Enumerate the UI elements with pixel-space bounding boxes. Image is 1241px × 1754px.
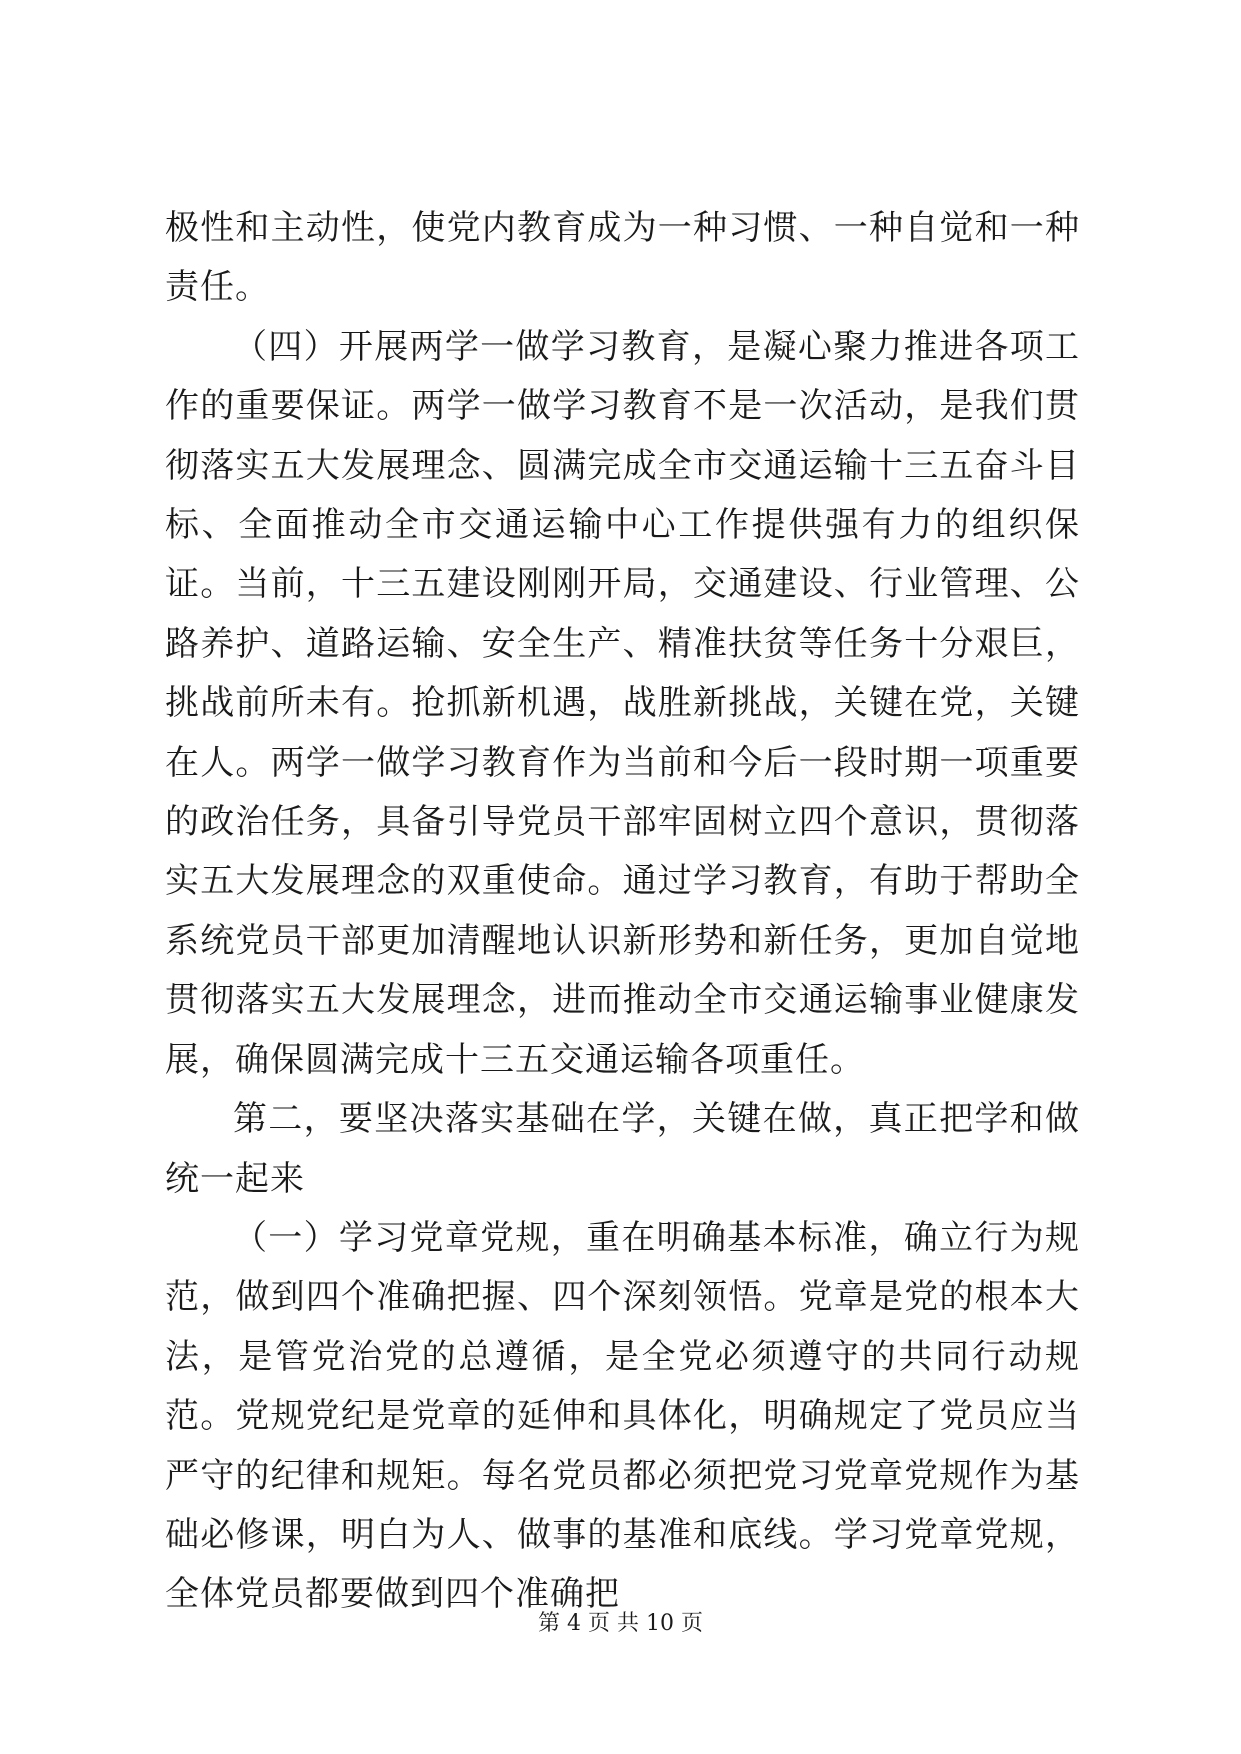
paragraph-section-one: （一）学习党章党规，重在明确基本标准，确立行为规范，做到四个准确把握、四个深刻领悟。党章是党的根本大法，是管党治党的总遵循，是全党必须遵守的共同行动规范。党规党纪是党章的延伸和具体化，明确规定了党员应当严守的纪律和规矩。每名党员都必须把党习党章党规作为基础必修课，明白为人、做事的基准和底线。学习党章党规，全体党员都要做到四个准确把 xyxy=(165,1217,1080,1615)
page-footer: 第 4 页 共 10 页 xyxy=(538,1611,703,1636)
paragraph-continuation: 极性和主动性，使党内教育成为一种习惯、一种自觉和一种责任。 xyxy=(165,208,1080,308)
paragraph-heading-second: 第二，要坚决落实基础在学，关键在做，真正把学和做统一起来 xyxy=(165,1099,1080,1199)
document-body xyxy=(165,199,1080,1625)
paragraph-section-four: （四）开展两学一做学习教育，是凝心聚力推进各项工作的重要保证。两学一做学习教育不是一次活动，是我们贯彻落实五大发展理念、圆满完成全市交通运输十三五奋斗目标、全面推动全市交通运输中心工作提供强有力的组织保证。当前，十三五建设刚刚开局，交通建设、行业管理、公路养护、道路运输、安全生产、精准扶贫等任务十分艰巨，挑战前所未有。抢抓新机遇，战胜新挑战，关键在党，关键在人。两学一做学习教育作为当前和今后一段时期一项重要的政治任务，具备引导党员干部牢固树立四个意识，贯彻落实五大发展理念的双重使命。通过学习教育，有助于帮助全系统党员干部更加清醒地认识新形势和新任务，更加自觉地贯彻落实五大发展理念，进而推动全市交通运输事业健康发展，确保圆满完成十三五交通运输各项重任。 xyxy=(165,326,1080,1080)
